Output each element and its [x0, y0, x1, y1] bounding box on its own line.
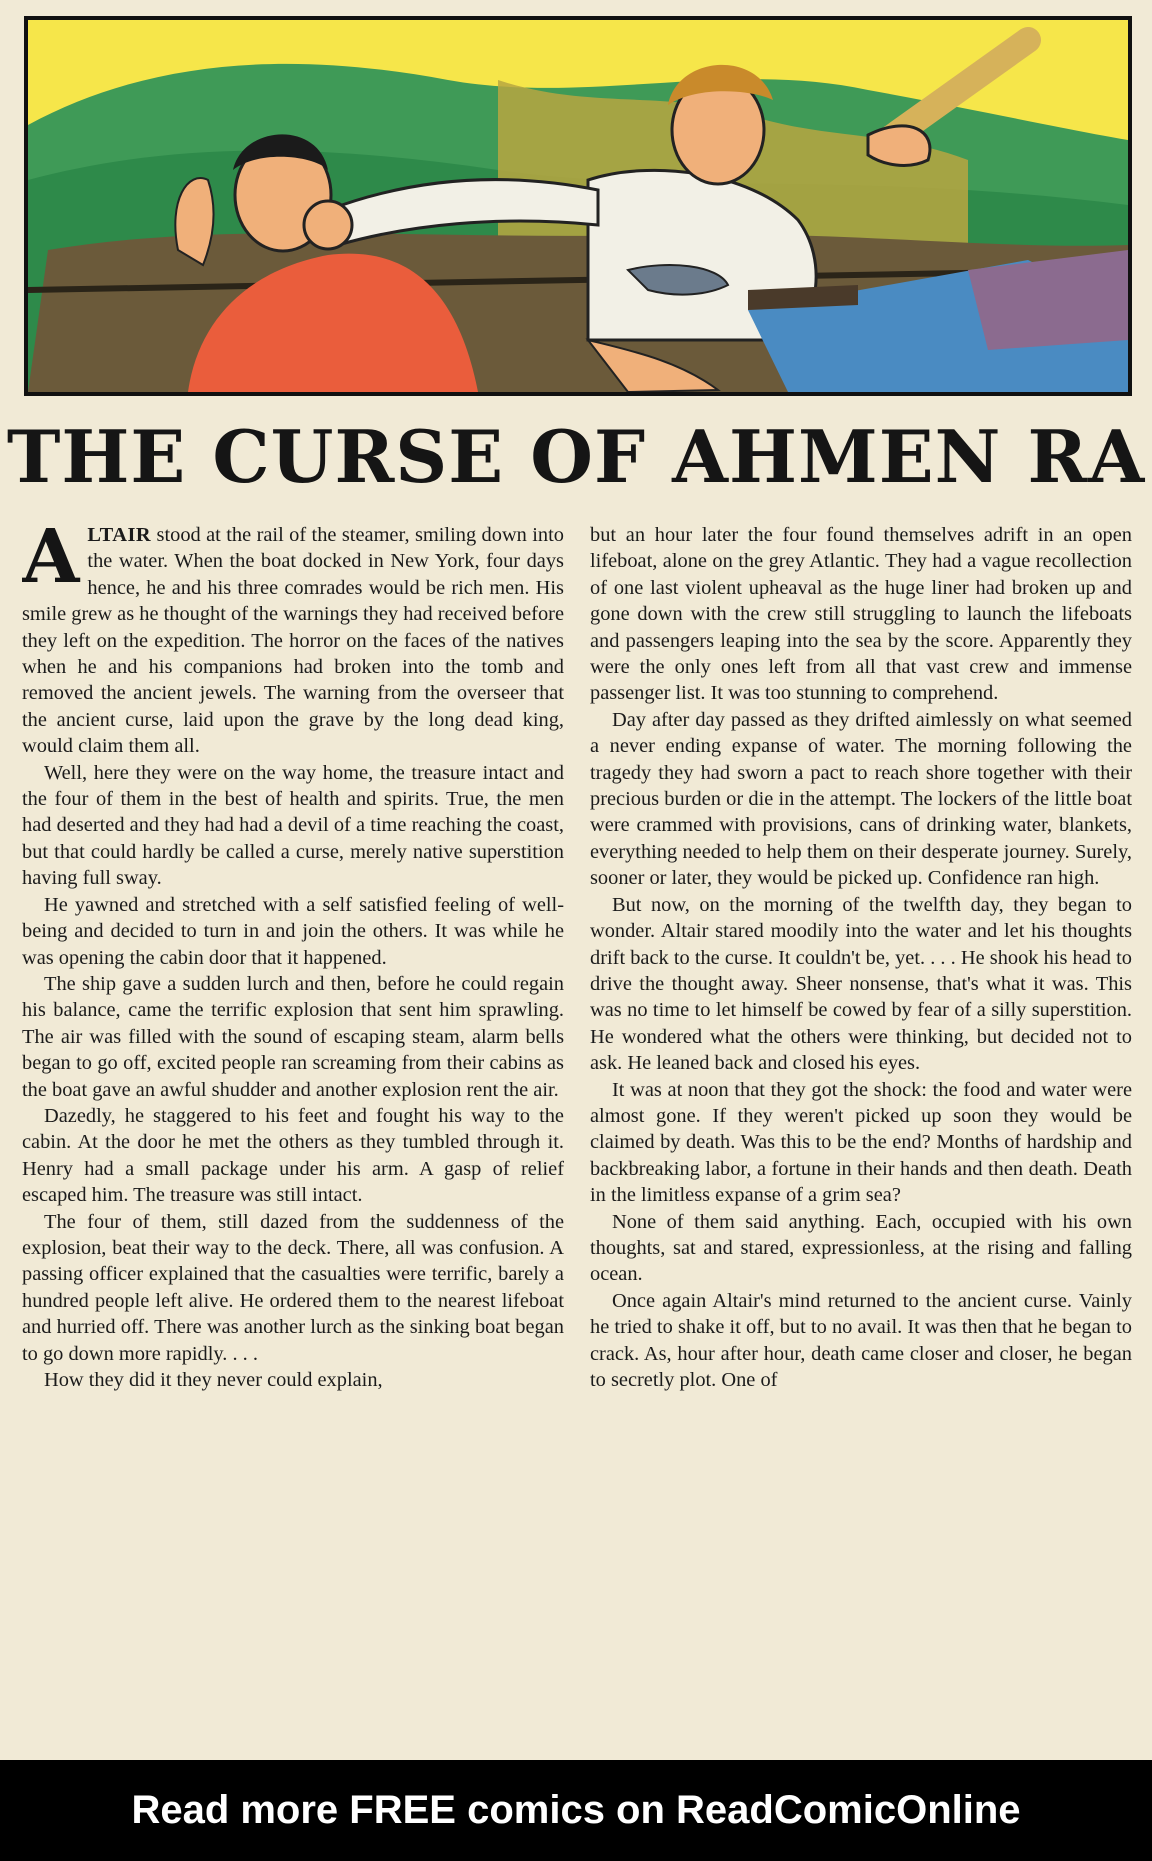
story-title: THE CURSE OF AHMEN RA [6, 414, 1146, 499]
paragraph: Day after day passed as they drifted aimlessly on what seemed a never ending expanse of water. The morning following the tragedy they had sworn a pact to reach shore together with their precious burden or die in the attempt. The lockers of the little boat were crammed with provisions, cans of drinking water, blankets, everything needed to help them on their desperate journey. Surely, sooner or later, they would be picked up. Confidence ran high. [590, 708, 1132, 890]
fight-scene-illustration [28, 20, 1128, 392]
text-column-right [590, 522, 1132, 1750]
story-body [22, 522, 1132, 1750]
man-right-fist [304, 201, 352, 249]
paragraph: He yawned and stretched with a self satisfied feeling of well-being and decided to turn in and join the others. It was while he was opening the cabin door that it happened. [22, 893, 564, 969]
paragraph: Dazedly, he staggered to his feet and fought his way to the cabin. At the door he met the others as they tumbled through it. Henry had a small package under his arm. A gasp of relief escaped him. The treasure was still intact. [22, 1104, 564, 1207]
paragraph: Once again Altair's mind returned to the ancient curse. Vainly he tried to shake it off, but to no avail. It was then that he began to crack. As, hour after hour, death came closer and closer, he began to secretly plot. One of [590, 1289, 1132, 1391]
paragraph: But now, on the morning of the twelfth day, they began to wonder. Altair stared moodily into the water and let his thoughts drift back to the curse. It couldn't be, yet. . . . He shook his head to drive the thought away. Sheer nonsense, that's what it was. This was no time to let himself be cowed by fear of a silly superstition. He wondered what the others were thinking, but decided not to ask. He leaned back and closed his eyes. [590, 893, 1132, 1075]
paragraph [22, 522, 564, 760]
illustration-panel [24, 16, 1132, 396]
promo-banner[interactable]: Read more FREE comics on ReadComicOnline [0, 1760, 1152, 1861]
paragraph-text: stood at the rail of the steamer, smiling down into the water. When the boat docked in New York, four days hence, he and his three comrades would be rich men. His smile grew as he thought of the warnings they had received before they left on the expedition. The horror on the faces of the natives when he and his companions had broken into the tomb and removed the ancient jewels. The warning from the overseer that the ancient curse, laid upon the grave by the long dead king, would claim them all. [22, 524, 564, 758]
man-right-raised-fist [868, 126, 930, 166]
paragraph: but an hour later the four found themselves adrift in an open lifeboat, alone on the grey Atlantic. They had a vague recollection of one last violent upheaval as the huge liner had broken up and gone down with the crew still struggling to launch the lifeboats and passengers leaping into the sea by the score. Apparently they were the only ones left from all that vast crew and immense passenger list. It was too stunning to comprehend. [590, 524, 1132, 705]
paragraph: It was at noon that they got the shock: the food and water were almost gone. If they weren't picked up soon they would be claimed by death. Was this to be the end? Months of hardship and backbreaking labor, a fortune in their hands and then death. Death in the limitless expanse of a grim sea? [590, 1078, 1132, 1207]
paragraph: How they did it they never could explain, [44, 1369, 383, 1391]
lead-in: LTAIR [87, 524, 152, 546]
paragraph: None of them said anything. Each, occupied with his own thoughts, sat and stared, expressionless, at the rising and falling ocean. [590, 1210, 1132, 1286]
paragraph: The ship gave a sudden lurch and then, before he could regain his balance, came the terrific explosion that sent him sprawling. The air was filled with the sound of escaping steam, alarm bells began to go off, excited people ran screaming from their cabins as the boat gave an awful shudder and another explosion rent the air. [22, 972, 564, 1101]
paragraph: Well, here they were on the way home, the treasure intact and the four of them in the best of health and spirits. True, the men had deserted and they had had a devil of a time reaching the coast, but that could hardly be called a curse, merely native superstition having full sway. [22, 761, 564, 890]
text-column-left [22, 522, 564, 1750]
paragraph: The four of them, still dazed from the suddenness of the explosion, beat their way to the deck. There, all was confusion. A passing officer explained that the casualties were terrific, barely a hundred people left alive. He ordered them to the nearest lifeboat and hurried off. There was another lurch as the sinking boat began to go down more rapidly. . . . [22, 1210, 564, 1365]
drop-cap: A [22, 522, 80, 600]
